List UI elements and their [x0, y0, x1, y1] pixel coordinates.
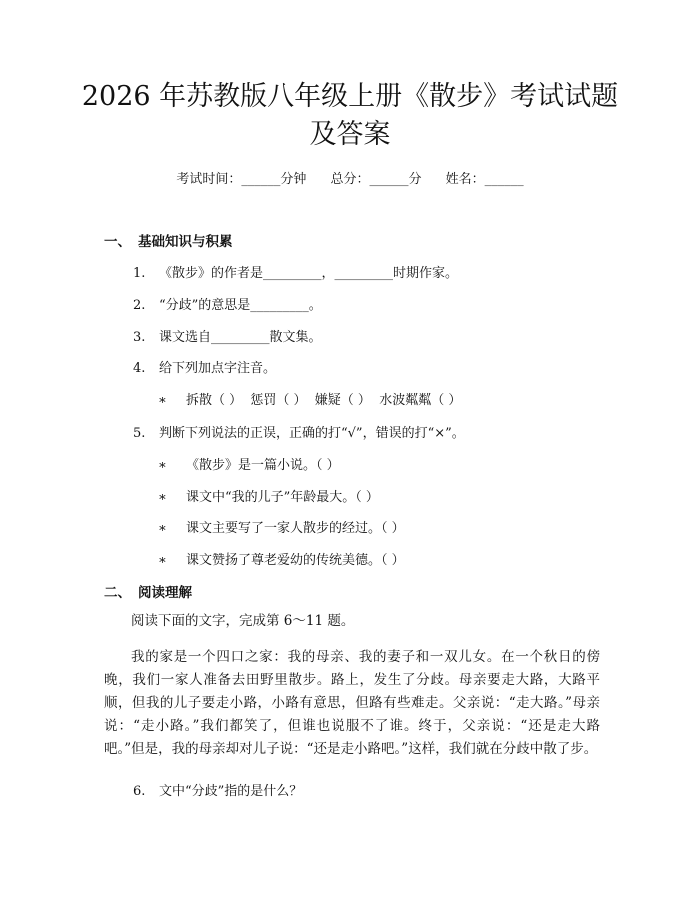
title-line-2: 及答案: [309, 119, 391, 150]
judgement-2: [158, 486, 379, 505]
question-6: [133, 780, 302, 799]
question-5: [133, 422, 465, 441]
pinyin-line: [158, 389, 461, 408]
exam-meta: [0, 168, 700, 187]
reading-intro: 阅读下面的文字，完成第 6～11 题。: [131, 613, 355, 629]
question-text: “分歧”的意思是_________。: [159, 298, 322, 313]
question-text: 《散步》的作者是_________，_________时期作家。: [159, 266, 459, 281]
question-number: 3.: [133, 330, 146, 345]
question-4: [133, 357, 276, 376]
judgement-4: [158, 549, 405, 568]
title-line-1: 2026 年苏教版八年级上册《散步》考试试题: [81, 81, 619, 112]
section-2-heading: [104, 581, 192, 601]
judgement-1: [158, 454, 340, 473]
section-1-number: 一、: [104, 234, 131, 250]
question-text: 课文选自_________散文集。: [159, 330, 322, 345]
question-2: [133, 294, 322, 313]
bullet: ∗: [158, 458, 167, 473]
question-number: 5.: [133, 426, 146, 441]
question-3: [133, 326, 322, 345]
exam-time: 考试时间：______分钟: [176, 172, 307, 187]
question-number: 1.: [133, 266, 146, 281]
question-text: 判断下列说法的正误，正确的打“√”，错误的打“×”。: [159, 426, 465, 441]
question-1: [133, 262, 458, 281]
judgement-text: 课文主要写了一家人散步的经过。（ ）: [186, 521, 405, 536]
section-1-title: 基础知识与积累: [138, 234, 233, 250]
bullet: ∗: [158, 393, 167, 408]
document-title: [70, 78, 630, 154]
question-number: 6.: [133, 784, 146, 799]
section-2-number: 二、: [104, 585, 131, 601]
bullet: ∗: [158, 521, 167, 536]
question-text: 给下列加点字注音。: [159, 361, 277, 376]
judgement-3: [158, 517, 405, 536]
question-number: 4.: [133, 361, 146, 376]
judgement-text: 课文中“我的儿子”年龄最大。（ ）: [186, 490, 379, 505]
judgement-text: 课文赞扬了尊老爱幼的传统美德。（ ）: [186, 553, 405, 568]
pinyin-text: 拆散（ ） 惩罚（ ） 嫌疑（ ） 水波粼粼（ ）: [186, 393, 462, 408]
judgement-text: 《散步》是一篇小说。（ ）: [186, 458, 340, 473]
question-text: 文中“分歧”指的是什么？: [159, 784, 303, 799]
reading-passage: 我的家是一个四口之家：我的母亲、我的妻子和一双儿女。在一个秋日的傍晚，我们一家人准备去田野里散步。路上，发生了分歧。母亲要走大路，大路平顺，但我的儿子要走小路，小路有意思，但路有些难走。父亲说：“走大路。”母亲说：“走小路。”我们都笑了，但谁也说服不了谁。终于，父亲说：“还是走大路吧。”但是，我的母亲却对儿子说：“还是走小路吧。”这样，我们就在分歧中散了步。: [104, 649, 600, 757]
exam-score: 总分：______分: [330, 172, 422, 187]
question-number: 2.: [133, 298, 146, 313]
bullet: ∗: [158, 553, 167, 568]
exam-name: 姓名：______: [445, 172, 524, 187]
bullet: ∗: [158, 490, 167, 505]
section-2-title: 阅读理解: [138, 585, 192, 601]
section-1-heading: [104, 230, 233, 250]
